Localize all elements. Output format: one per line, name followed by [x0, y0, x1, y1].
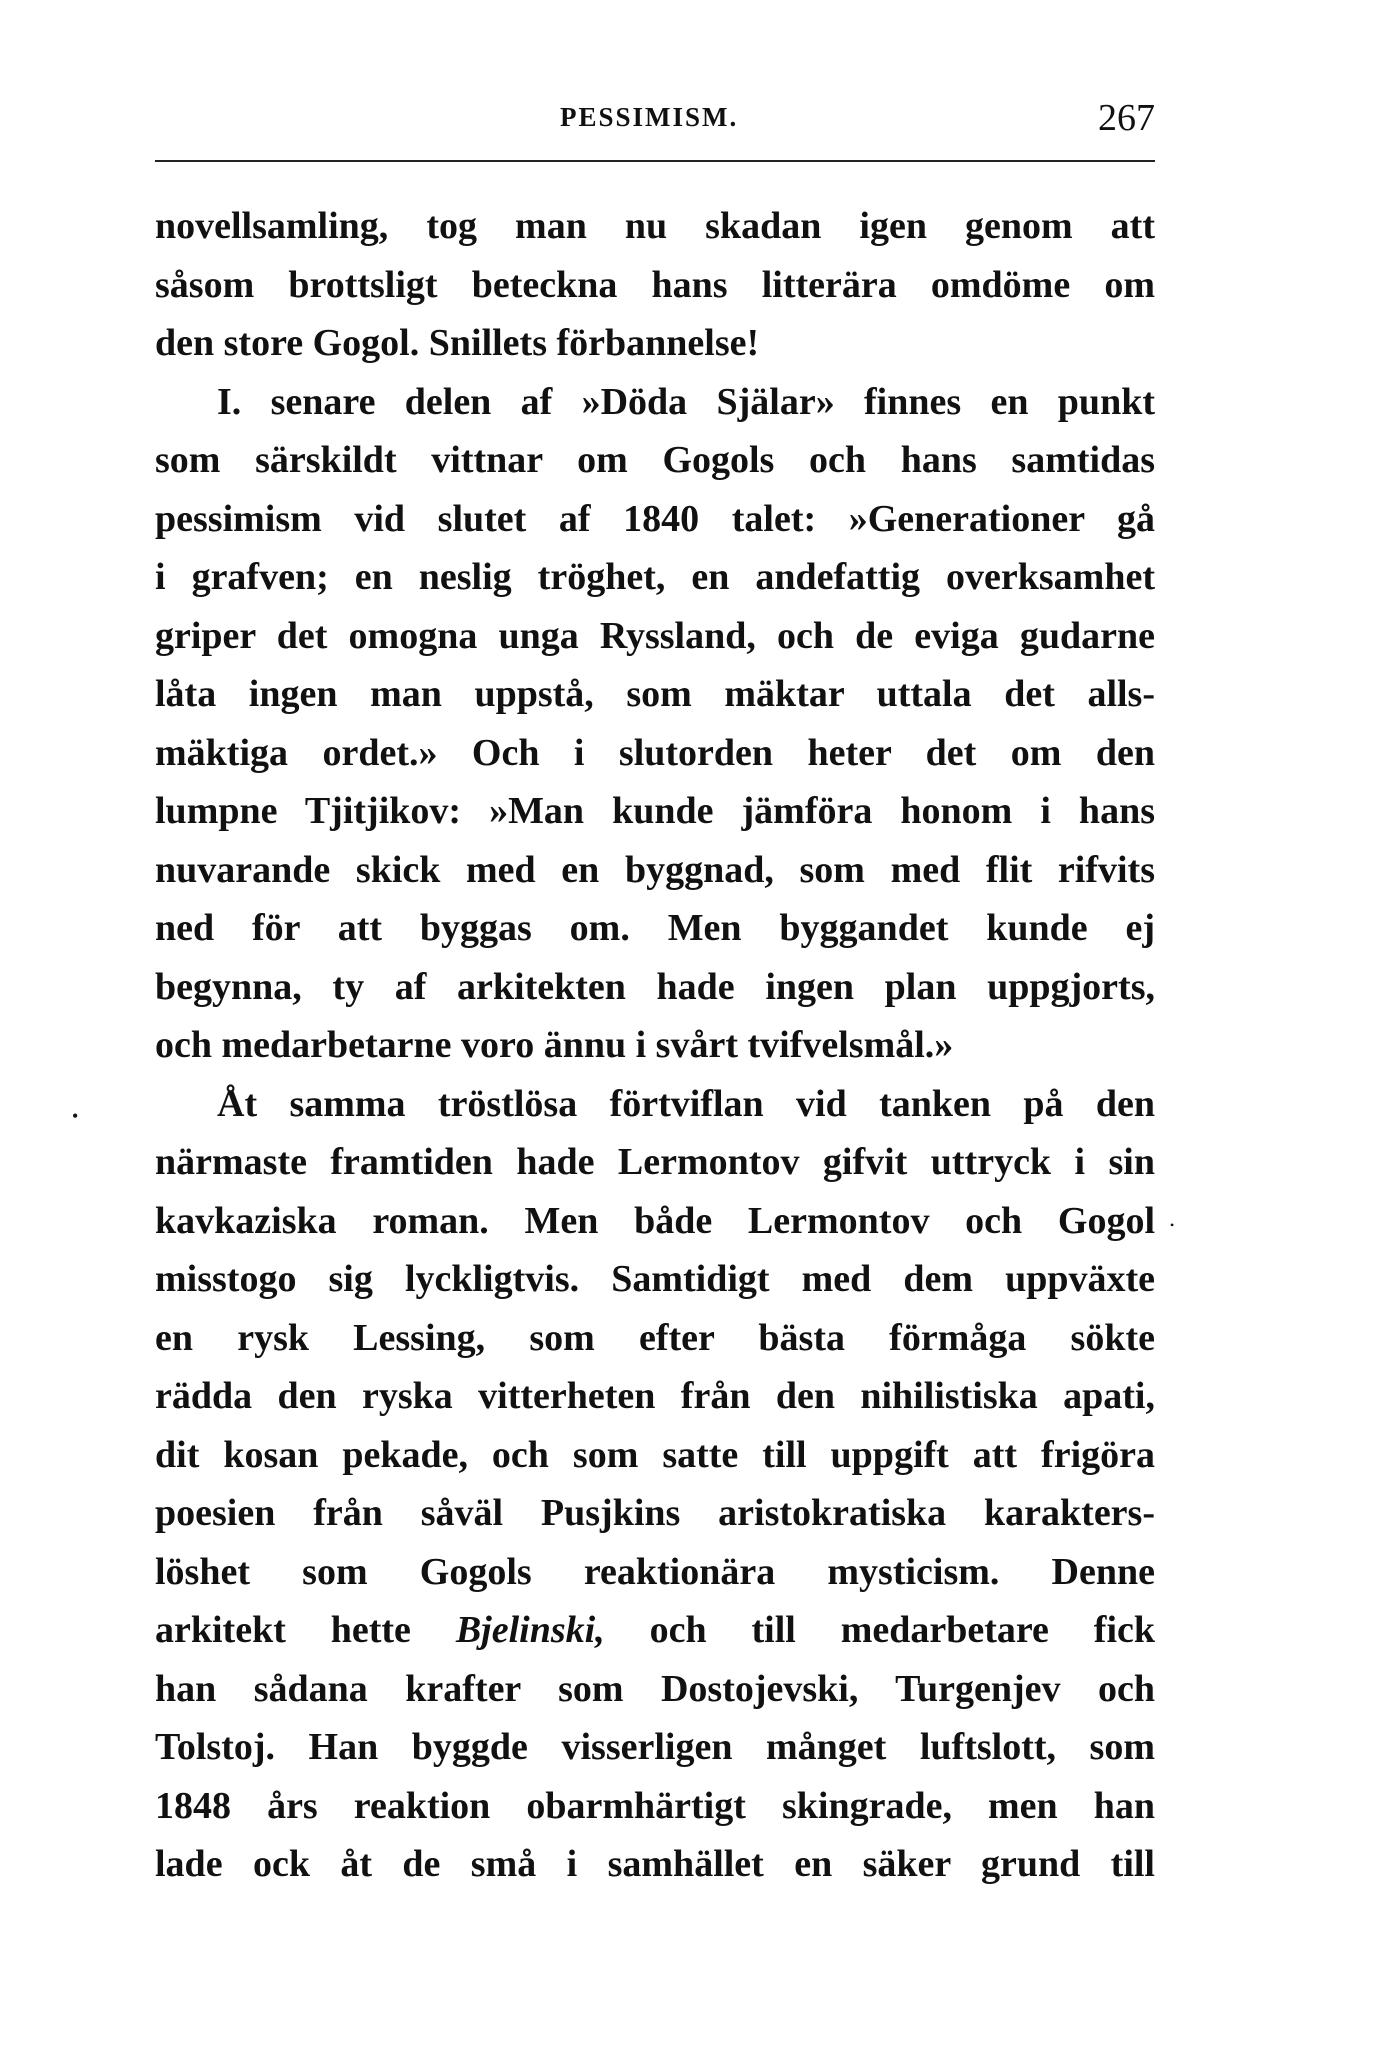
body-text [155, 197, 1155, 1894]
text-line: novellsamling, tog man nu skadan igen genom att [155, 205, 1155, 247]
text-line: närmaste framtiden hade Lermontov gifvit uttryck i sin [155, 1141, 1155, 1183]
text-line: ned för att byggas om. Men byggandet kunde ej [155, 907, 1155, 949]
running-head [155, 96, 1155, 146]
text-line: begynna, ty af arkitekten hade ingen plan uppgjorts, [155, 965, 1155, 1008]
text-line: den store Gogol. Snillets förbannelse! [155, 322, 760, 364]
text-line: löshet som Gogols reaktionära mysticism. Denne [155, 1550, 1155, 1593]
text-line: lumpne Tjitjikov: »Man kunde jämföra honom i hans [155, 790, 1155, 832]
text-line: kavkaziska roman. Men både Lermontov och Gogol [155, 1199, 1155, 1242]
text-line: mäktiga ordet.» Och i slutorden heter det om den [155, 731, 1155, 774]
text-fragment: och till medarbetare fick [649, 1609, 1156, 1651]
text-line: rädda den ryska vitterheten från den nihilistiska apati, [155, 1375, 1155, 1417]
text-line: nuvarande skick med en byggnad, som med flit rifvits [155, 848, 1155, 891]
text-line: poesien från såväl Pusjkins aristokratiska karakters- [155, 1492, 1155, 1534]
text-line: låta ingen man uppstå, som mäktar uttala det alls- [155, 673, 1155, 715]
text-line: I. senare delen af »Döda Själar» finnes en punkt [217, 380, 1155, 423]
margin-dot: • [1170, 1218, 1175, 1232]
margin-mark: • [72, 1106, 79, 1126]
text-line: Åt samma tröstlösa förtviflan vid tanken på den [217, 1082, 1155, 1125]
running-title: PESSIMISM. [560, 102, 739, 132]
text-line: Tolstoj. Han byggde visserligen månget luftslott, som [155, 1726, 1155, 1768]
text-line: misstogo sig lyckligtvis. Samtidigt med dem uppväxte [155, 1258, 1155, 1300]
text-line: 1848 års reaktion obarmhärtigt skingrade, men han [155, 1784, 1155, 1827]
text-line: han sådana krafter som Dostojevski, Turgenjev och [155, 1667, 1155, 1710]
page-number: 267 [1098, 97, 1155, 139]
header-rule [155, 160, 1155, 162]
text-line: lade ock åt de små i samhället en säker grund till [155, 1843, 1155, 1885]
text-line: en rysk Lessing, som efter bästa förmåga sökte [155, 1316, 1155, 1359]
text-line: och medarbetarne voro ännu i svårt tvifvelsmål.» [155, 1024, 954, 1066]
text-line: som särskildt vittnar om Gogols och hans samtidas [155, 439, 1155, 481]
text-line: pessimism vid slutet af 1840 talet: »Generationer gå [155, 497, 1155, 540]
text-line: såsom brottsligt beteckna hans litterära omdöme om [155, 263, 1155, 306]
text-fragment: arkitekt hette [155, 1609, 411, 1651]
text-line: i grafven; en neslig tröghet, en andefattig overksamhet [155, 556, 1155, 598]
text-line: griper det omogna unga Ryssland, och de eviga gudarne [155, 614, 1155, 657]
text-line: dit kosan pekade, och som satte till uppgift att frigöra [155, 1433, 1155, 1476]
text-line-with-name [155, 1601, 1155, 1660]
italic-name: Bjelinski, [455, 1609, 605, 1651]
